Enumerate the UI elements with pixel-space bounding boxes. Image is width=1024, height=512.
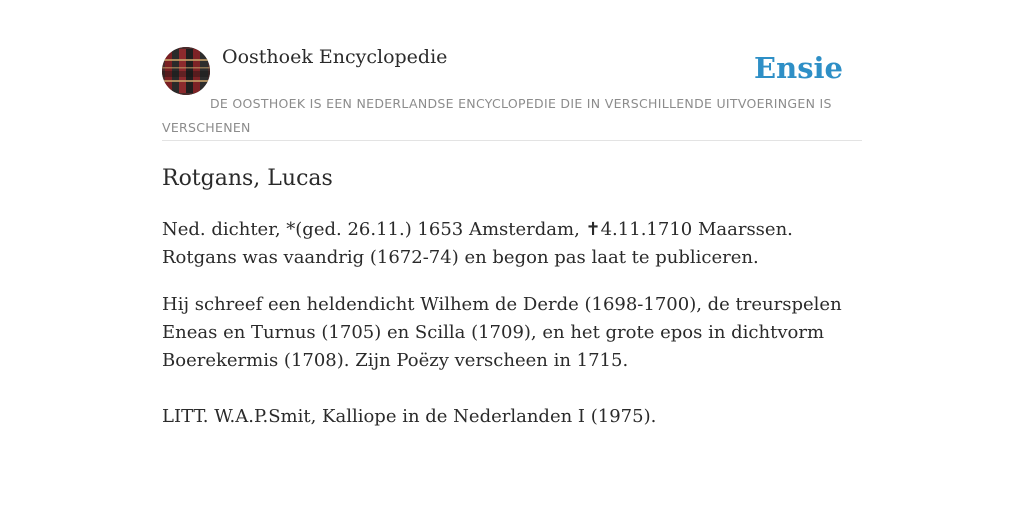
site-header bbox=[162, 44, 862, 141]
article-title: Rotgans, Lucas bbox=[162, 166, 333, 191]
site-name[interactable]: Oosthoek Encyclopedie bbox=[222, 46, 448, 68]
book-spines-graphic bbox=[162, 47, 210, 95]
brand-logo-link[interactable]: Ensie bbox=[754, 51, 843, 85]
article-paragraph: Hij schreef een heldendicht Wilhem de Derde (1698-1700), de treurspelen Eneas en Turnus (1705) en Scilla (1709), en het grote epos in dichtvorm Boerekermis (1708). Zijn Poëzy verscheen in 1715. bbox=[162, 294, 842, 371]
book-spines-avatar-icon[interactable] bbox=[162, 47, 210, 95]
article-literature: LITT. W.A.P.Smit, Kalliope in de Nederlanden I (1975). bbox=[162, 406, 657, 427]
site-tagline: DE OOSTHOEK IS EEN NEDERLANDSE ENCYCLOPEDIE DIE IN VERSCHILLENDE UITVOERINGEN IS VERSCHENEN bbox=[162, 96, 832, 135]
article bbox=[162, 164, 862, 431]
article-paragraph: Ned. dichter, *(ged. 26.11.) 1653 Amsterdam, ✝4.11.1710 Maarssen. Rotgans was vaandrig (1672-74) en begon pas laat te publiceren. bbox=[162, 219, 793, 268]
